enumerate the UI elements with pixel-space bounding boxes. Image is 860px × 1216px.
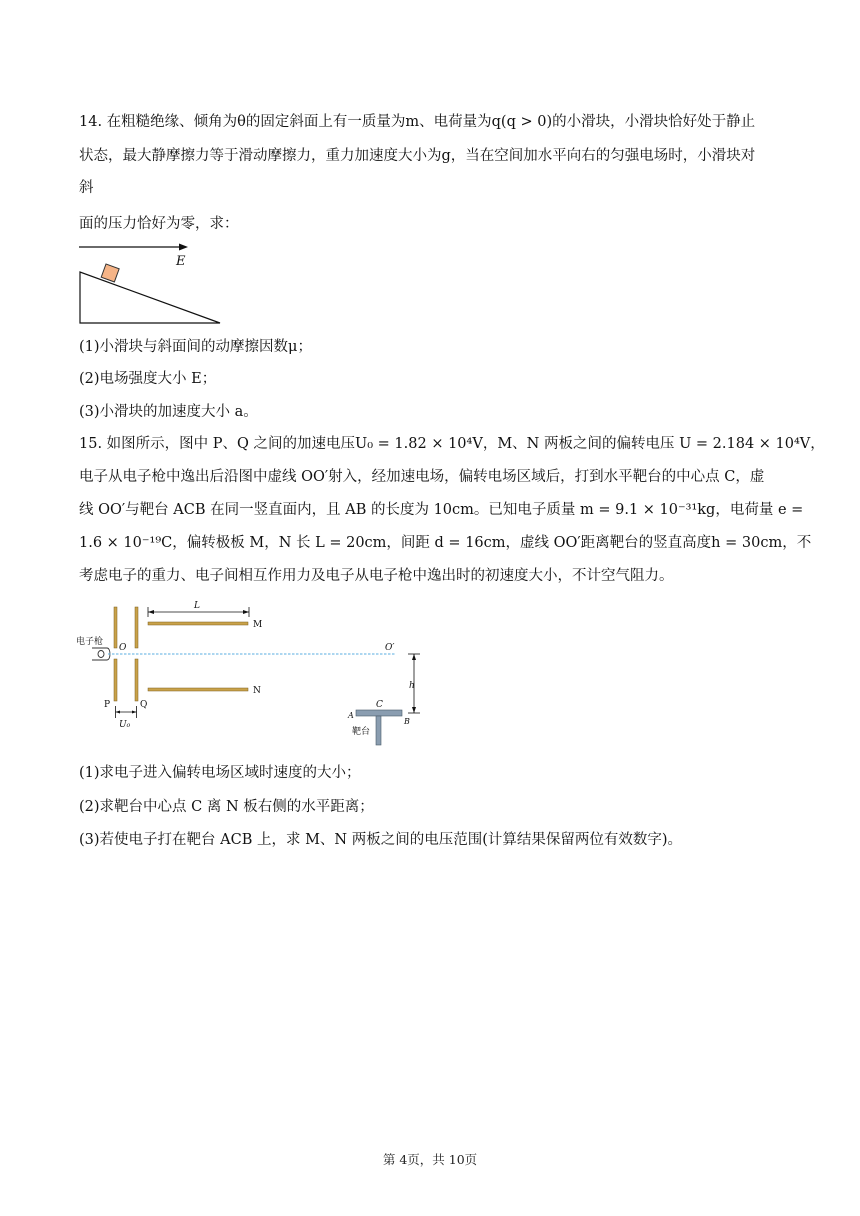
q14-part-2: (2)电场强度大小 E；	[79, 371, 217, 387]
q14-line-2: 状态，最大静摩擦力等于滑动摩擦力，重力加速度大小为g，当在空间加水平向右的匀强电场时，小滑块对	[79, 148, 756, 164]
label-U0: U₀	[119, 720, 131, 730]
q15-line-2: 电子从电子枪中逸出后沿图中虚线 OO′射入，经加速电场，偏转电场区域后，打到水平靶台的中心点 C，虚	[79, 469, 765, 485]
h-dim-arrow-top	[412, 654, 416, 660]
q15-part-1: (1)求电子进入偏转电场区域时速度的大小；	[79, 765, 361, 781]
q14-line-4: 面的压力恰好为零，求：	[79, 216, 239, 232]
electron-deflection-figure	[74, 596, 434, 746]
label-electron-gun: 电子枪	[76, 637, 104, 647]
field-arrowhead	[179, 244, 188, 251]
electron-gun	[92, 648, 110, 660]
label-target: 靶台	[352, 727, 371, 737]
q14-line-3: 斜	[79, 180, 94, 196]
q15-line-4: 1.6 × 10⁻¹⁹C，偏转极板 M，N 长 L = 20cm，间距 d = 16cm，虚线 OO′距离靶台的竖直高度h = 30cm，不	[79, 535, 812, 551]
label-A: A	[348, 711, 354, 720]
incline-triangle	[80, 272, 220, 323]
label-L: L	[194, 601, 200, 611]
target-stand	[376, 716, 381, 745]
U0-dim-arrow-right	[132, 711, 137, 714]
plate-P-lower	[114, 659, 117, 701]
q14-part-3: (3)小滑块的加速度大小 a。	[79, 404, 258, 420]
q15-line-1: 15. 如图所示，图中 P、Q 之间的加速电压U₀ = 1.82 × 10⁴V，M、N 两板之间的偏转电压 U = 2.184 × 10⁴V，	[79, 436, 825, 452]
L-dim-arrow-left	[148, 610, 154, 614]
label-h: h	[409, 681, 415, 691]
plate-M	[148, 622, 248, 625]
label-M: M	[253, 620, 263, 630]
incline-figure	[76, 240, 226, 328]
q15-part-3: (3)若使电子打在靶台 ACB 上，求 M、N 两板之间的电压范围(计算结果保留两位有效数字)。	[79, 832, 683, 848]
q15-part-2: (2)求靶台中心点 C 离 N 板右侧的水平距离；	[79, 799, 374, 815]
q14-line-1: 14. 在粗糙绝缘、倾角为θ的固定斜面上有一质量为m、电荷量为q(q > 0)的小滑块，小滑块恰好处于静止	[79, 114, 756, 130]
q14-part-1: (1)小滑块与斜面间的动摩擦因数μ；	[79, 339, 312, 355]
L-dim-arrow-right	[243, 610, 249, 614]
label-Q: Q	[140, 700, 148, 710]
h-dim-arrow-bottom	[412, 707, 416, 713]
label-P: P	[104, 700, 111, 710]
plate-Q-lower	[135, 659, 138, 701]
label-B: B	[404, 717, 410, 726]
target-platform	[356, 710, 402, 716]
label-O: O	[119, 643, 127, 653]
slider-block	[101, 264, 119, 282]
q15-line-3: 线 OO′与靶台 ACB 在同一竖直面内，且 AB 的长度为 10cm。已知电子质量 m = 9.1 × 10⁻³¹kg，电荷量 e =	[79, 502, 804, 518]
U0-dim-arrow-left	[116, 711, 121, 714]
label-N: N	[253, 686, 261, 696]
plate-P-upper	[114, 607, 117, 648]
electron-gun-nozzle	[98, 651, 104, 658]
page-footer: 第 4页，共 10页	[382, 1152, 478, 1167]
field-label-E: E	[176, 254, 186, 269]
q15-line-5: 考虑电子的重力、电子间相互作用力及电子从电子枪中逸出时的初速度大小，不计空气阻力。	[79, 568, 674, 584]
label-C: C	[376, 700, 383, 710]
plate-Q-upper	[135, 607, 138, 648]
label-O-prime: O′	[385, 643, 395, 653]
plate-N	[148, 688, 248, 691]
